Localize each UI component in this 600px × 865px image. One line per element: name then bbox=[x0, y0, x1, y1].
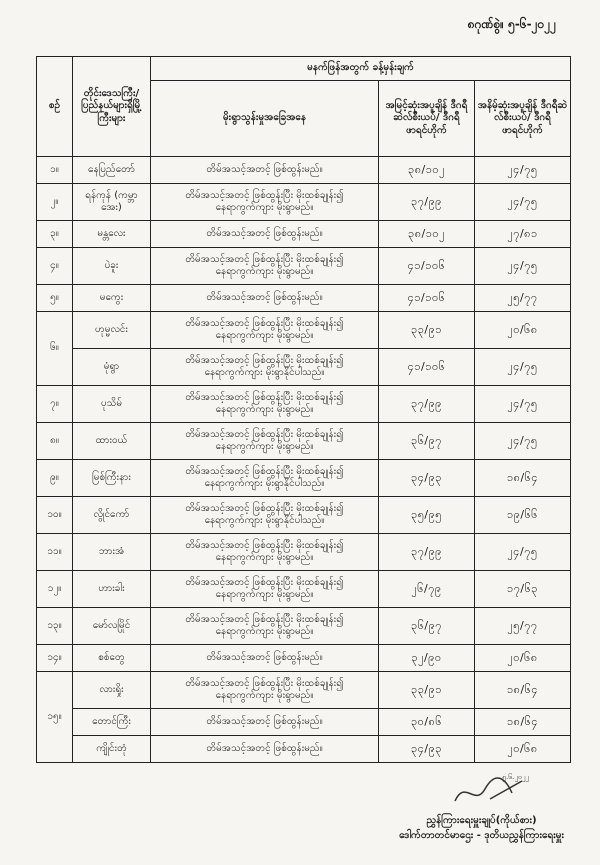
min-temp: ၂၅/၇၇ bbox=[475, 285, 571, 312]
city-name: ဘားအံ bbox=[73, 534, 151, 571]
header-forecast-group: မနက်ဖြန်အတွက် ခန့်မှန်းချက် bbox=[151, 57, 571, 81]
forecast-table bbox=[36, 56, 571, 763]
condition-line: နေရာကွက်ကျား မိုးရွာနိုင်ပါသည်။ bbox=[204, 367, 325, 378]
forecast-rows bbox=[37, 157, 571, 763]
max-temp: ၃၈/၁၀၂ bbox=[379, 157, 475, 184]
header-region: တိုင်းဒေသကြီး/ ပြည်နယ်များရှိမြို့ ကြီးများ bbox=[73, 57, 151, 157]
max-temp: ၃၄/၉၃ bbox=[379, 736, 475, 763]
city-name: လွိုင်ကော် bbox=[73, 497, 151, 534]
row-number: ၁၁။ bbox=[37, 534, 73, 571]
row-number: ၂။ bbox=[37, 184, 73, 221]
condition-line: တိမ်အသင့်အတင့် ဖြစ်ထွန်းပြီး မိုးထစ်ချုန်း၍ bbox=[185, 465, 344, 477]
svg-text:၅.၆.၂၀၂၂: ၅.၆.၂၀၂၂ bbox=[502, 773, 529, 781]
rain-condition bbox=[151, 460, 379, 497]
condition-line: တိမ်အသင့်အတင့် ဖြစ်ထွန်းပြီး မိုးထစ်ချုန်း၍ bbox=[185, 354, 344, 366]
city-name: ထားဝယ် bbox=[73, 423, 151, 460]
city-name: ရန်ကုန် (ကမ္ဘာအေး) bbox=[73, 184, 151, 221]
rain-condition bbox=[151, 736, 379, 763]
condition-line: တိမ်အသင့်အတင့် ဖြစ်ထွန်းမည်။ bbox=[206, 742, 323, 754]
max-temp: ၃၆/၉၇ bbox=[379, 423, 475, 460]
header-max-temp: အမြင့်ဆုံးအပူချိန် ဒီဂရီဆဲလ်စီးယပ်/ ဒီဂရီဖာရင်ဟိုက် bbox=[379, 81, 475, 157]
min-temp: ၂၄/၇၅ bbox=[475, 534, 571, 571]
city-name: မော်လမြိုင် bbox=[73, 608, 151, 645]
min-temp: ၂၄/၇၅ bbox=[475, 248, 571, 285]
city-name: မကွေး bbox=[73, 285, 151, 312]
city-name: စစ်တွေ bbox=[73, 645, 151, 672]
table-row bbox=[37, 534, 571, 571]
condition-line: တိမ်အသင့်အတင့် ဖြစ်ထွန်းပြီး မိုးထစ်ချုန်း၍ bbox=[185, 189, 344, 201]
rain-condition bbox=[151, 497, 379, 534]
condition-line: နေရာကွက်ကျား မိုးရွာမည်။ bbox=[215, 330, 314, 341]
rain-condition bbox=[151, 423, 379, 460]
max-temp: ၄၁/၁၀၆ bbox=[379, 248, 475, 285]
table-row bbox=[37, 349, 571, 386]
max-temp: ၂၆/၇၉ bbox=[379, 571, 475, 608]
rain-condition bbox=[151, 534, 379, 571]
row-number: ၅။ bbox=[37, 285, 73, 312]
rain-condition bbox=[151, 709, 379, 736]
condition-line: နေရာကွက်ကျား မိုးရွာမည်။ bbox=[215, 626, 314, 637]
condition-line: နေရာကွက်ကျား မိုးရွာမည်။ bbox=[215, 441, 314, 452]
table-row bbox=[37, 312, 571, 349]
table-row bbox=[37, 608, 571, 645]
condition-line: နေရာကွက်ကျား မိုးရွာမည်။ bbox=[215, 690, 314, 701]
max-temp: ၃၃/၉၁ bbox=[379, 672, 475, 709]
city-name: မုံရွာ bbox=[73, 349, 151, 386]
rain-condition bbox=[151, 184, 379, 221]
condition-line: တိမ်အသင့်အတင့် ဖြစ်ထွန်းမည်။ bbox=[206, 651, 323, 663]
city-name: နေပြည်တော် bbox=[73, 157, 151, 184]
city-name: မြစ်ကြီးနား bbox=[73, 460, 151, 497]
table-row bbox=[37, 386, 571, 423]
rain-condition bbox=[151, 672, 379, 709]
city-name: ဟုမ္မလင်း bbox=[73, 312, 151, 349]
city-name: မန္တလေး bbox=[73, 221, 151, 248]
condition-line: တိမ်အသင့်အတင့် ဖြစ်ထွန်းပြီး မိုးထစ်ချုန်း၍ bbox=[185, 502, 344, 514]
max-temp: ၃၄/၉၃ bbox=[379, 460, 475, 497]
header-no: စဉ် bbox=[37, 57, 73, 157]
row-number: ၈။ bbox=[37, 423, 73, 460]
row-number: ၁။ bbox=[37, 157, 73, 184]
max-temp: ၃၇/၉၉ bbox=[379, 184, 475, 221]
condition-line: နေရာကွက်ကျား မိုးရွာနိုင်ပါသည်။ bbox=[204, 478, 325, 489]
condition-line: တိမ်အသင့်အတင့် ဖြစ်ထွန်းပြီး မိုးထစ်ချုန်း၍ bbox=[185, 391, 344, 403]
table-row bbox=[37, 672, 571, 709]
max-temp: ၃၃/၉၁ bbox=[379, 312, 475, 349]
min-temp: ၁၈/၆၄ bbox=[475, 709, 571, 736]
min-temp: ၂၀/၆၈ bbox=[475, 736, 571, 763]
condition-line: တိမ်အသင့်အတင့် ဖြစ်ထွန်းပြီး မိုးထစ်ချုန်း၍ bbox=[185, 317, 344, 329]
min-temp: ၂၄/၇၅ bbox=[475, 157, 571, 184]
rain-condition bbox=[151, 221, 379, 248]
condition-line: နေရာကွက်ကျား မိုးရွာနိုင်ပါသည်။ bbox=[204, 515, 325, 526]
row-number: ၉။ bbox=[37, 460, 73, 497]
signatory-title: ညွှန်ကြားရေးမှူးချုပ်(ကိုယ်စား) bbox=[426, 815, 537, 826]
row-number: ၃။ bbox=[37, 221, 73, 248]
condition-line: တိမ်အသင့်အတင့် ဖြစ်ထွန်းမည်။ bbox=[206, 715, 323, 727]
table-row bbox=[37, 709, 571, 736]
condition-line: တိမ်အသင့်အတင့် ဖြစ်ထွန်းပြီး မိုးထစ်ချုန်း၍ bbox=[185, 539, 344, 551]
row-number: ၁၂။ bbox=[37, 571, 73, 608]
max-temp: ၃၅/၉၅ bbox=[379, 497, 475, 534]
rain-condition bbox=[151, 285, 379, 312]
row-number: ၁၀။ bbox=[37, 497, 73, 534]
table-row bbox=[37, 285, 571, 312]
min-temp: ၂၀/၆၈ bbox=[475, 312, 571, 349]
min-temp: ၂၀/၆၈ bbox=[475, 645, 571, 672]
condition-line: နေရာကွက်ကျား မိုးရွာမည်။ bbox=[215, 202, 314, 213]
city-name: လားရှိုး bbox=[73, 672, 151, 709]
min-temp: ၁၉/၆၆ bbox=[475, 497, 571, 534]
document-date: ၈ဂုဏ်စွဲ။ ၅-၆-၂၀၂၂ bbox=[467, 17, 556, 31]
min-temp: ၂၄/၇၅ bbox=[475, 386, 571, 423]
min-temp: ၁၇/၆၃ bbox=[475, 571, 571, 608]
table-row bbox=[37, 736, 571, 763]
min-temp: ၂၄/၇၅ bbox=[475, 349, 571, 386]
condition-line: တိမ်အသင့်အတင့် ဖြစ်ထွန်းပြီး မိုးထစ်ချုန်း၍ bbox=[185, 428, 344, 440]
condition-line: တိမ်အသင့်အတင့် ဖြစ်ထွန်းပြီး မိုးထစ်ချုန်း၍ bbox=[185, 576, 344, 588]
signatory-name: ဒေါက်တာတင်မာဌေး - ဒုတိယညွှန်ကြားရေးမှူး bbox=[399, 830, 564, 841]
table-row bbox=[37, 497, 571, 534]
row-number: ၆။ bbox=[37, 312, 73, 386]
max-temp: ၃၈/၁၀၂ bbox=[379, 221, 475, 248]
condition-line: တိမ်အသင့်အတင့် ဖြစ်ထွန်းမည်။ bbox=[206, 163, 323, 175]
table-row bbox=[37, 645, 571, 672]
rain-condition bbox=[151, 248, 379, 285]
condition-line: နေရာကွက်ကျား မိုးရွာမည်။ bbox=[215, 266, 314, 277]
row-number: ၁၄။ bbox=[37, 645, 73, 672]
condition-line: တိမ်အသင့်အတင့် ဖြစ်ထွန်းပြီး မိုးထစ်ချုန်း၍ bbox=[185, 677, 344, 689]
condition-line: တိမ်အသင့်အတင့် ဖြစ်ထွန်းပြီး မိုးထစ်ချုန်း၍ bbox=[185, 253, 344, 265]
signature bbox=[450, 769, 530, 809]
max-temp: ၄၁/၁၀၆ bbox=[379, 285, 475, 312]
table-row bbox=[37, 184, 571, 221]
signatory-block bbox=[399, 813, 564, 843]
city-name: တောင်ကြီး bbox=[73, 709, 151, 736]
condition-line: နေရာကွက်ကျား မိုးရွာမည်။ bbox=[215, 589, 314, 600]
condition-line: တိမ်အသင့်အတင့် ဖြစ်ထွန်းမည်။ bbox=[206, 291, 323, 303]
rain-condition bbox=[151, 571, 379, 608]
rain-condition bbox=[151, 608, 379, 645]
city-name: ပုသိမ် bbox=[73, 386, 151, 423]
condition-line: နေရာကွက်ကျား မိုးရွာမည်။ bbox=[215, 552, 314, 563]
city-name: ဟားခါး bbox=[73, 571, 151, 608]
row-number: ၁၅။ bbox=[37, 672, 73, 763]
header-min-temp: အနိမ့်ဆုံးအပူချိန် ဒီဂရီဆဲလ်စီးယပ်/ ဒီဂရီဖာရင်ဟိုက် bbox=[475, 81, 571, 157]
max-temp: ၃၂/၉၀ bbox=[379, 645, 475, 672]
condition-line: တိမ်အသင့်အတင့် ဖြစ်ထွန်းမည်။ bbox=[206, 227, 323, 239]
rain-condition bbox=[151, 312, 379, 349]
header-condition: မိုးရွာသွန်းမှုအခြေအနေ bbox=[151, 81, 379, 157]
row-number: ၁၃။ bbox=[37, 608, 73, 645]
row-number: ၄။ bbox=[37, 248, 73, 285]
city-name: ပဲခူး bbox=[73, 248, 151, 285]
rain-condition bbox=[151, 645, 379, 672]
condition-line: တိမ်အသင့်အတင့် ဖြစ်ထွန်းပြီး မိုးထစ်ချုန်း၍ bbox=[185, 613, 344, 625]
rain-condition bbox=[151, 386, 379, 423]
city-name: ကျိုင်းတုံ bbox=[73, 736, 151, 763]
row-number: ၇။ bbox=[37, 386, 73, 423]
min-temp: ၁၈/၆၄ bbox=[475, 672, 571, 709]
rain-condition bbox=[151, 157, 379, 184]
min-temp: ၁၈/၆၄ bbox=[475, 460, 571, 497]
table-row bbox=[37, 248, 571, 285]
min-temp: ၂၄/၇၅ bbox=[475, 423, 571, 460]
rain-condition bbox=[151, 349, 379, 386]
max-temp: ၃၆/၉၇ bbox=[379, 608, 475, 645]
min-temp: ၂၇/၈၁ bbox=[475, 221, 571, 248]
table-row bbox=[37, 571, 571, 608]
condition-line: နေရာကွက်ကျား မိုးရွာမည်။ bbox=[215, 404, 314, 415]
table-row bbox=[37, 423, 571, 460]
table-row bbox=[37, 157, 571, 184]
min-temp: ၂၄/၇၅ bbox=[475, 184, 571, 221]
max-temp: ၄၁/၁၀၆ bbox=[379, 349, 475, 386]
table-row bbox=[37, 460, 571, 497]
min-temp: ၂၅/၇၇ bbox=[475, 608, 571, 645]
max-temp: ၃၀/၈၆ bbox=[379, 709, 475, 736]
max-temp: ၃၇/၉၉ bbox=[379, 534, 475, 571]
table-row bbox=[37, 221, 571, 248]
max-temp: ၃၇/၉၉ bbox=[379, 386, 475, 423]
